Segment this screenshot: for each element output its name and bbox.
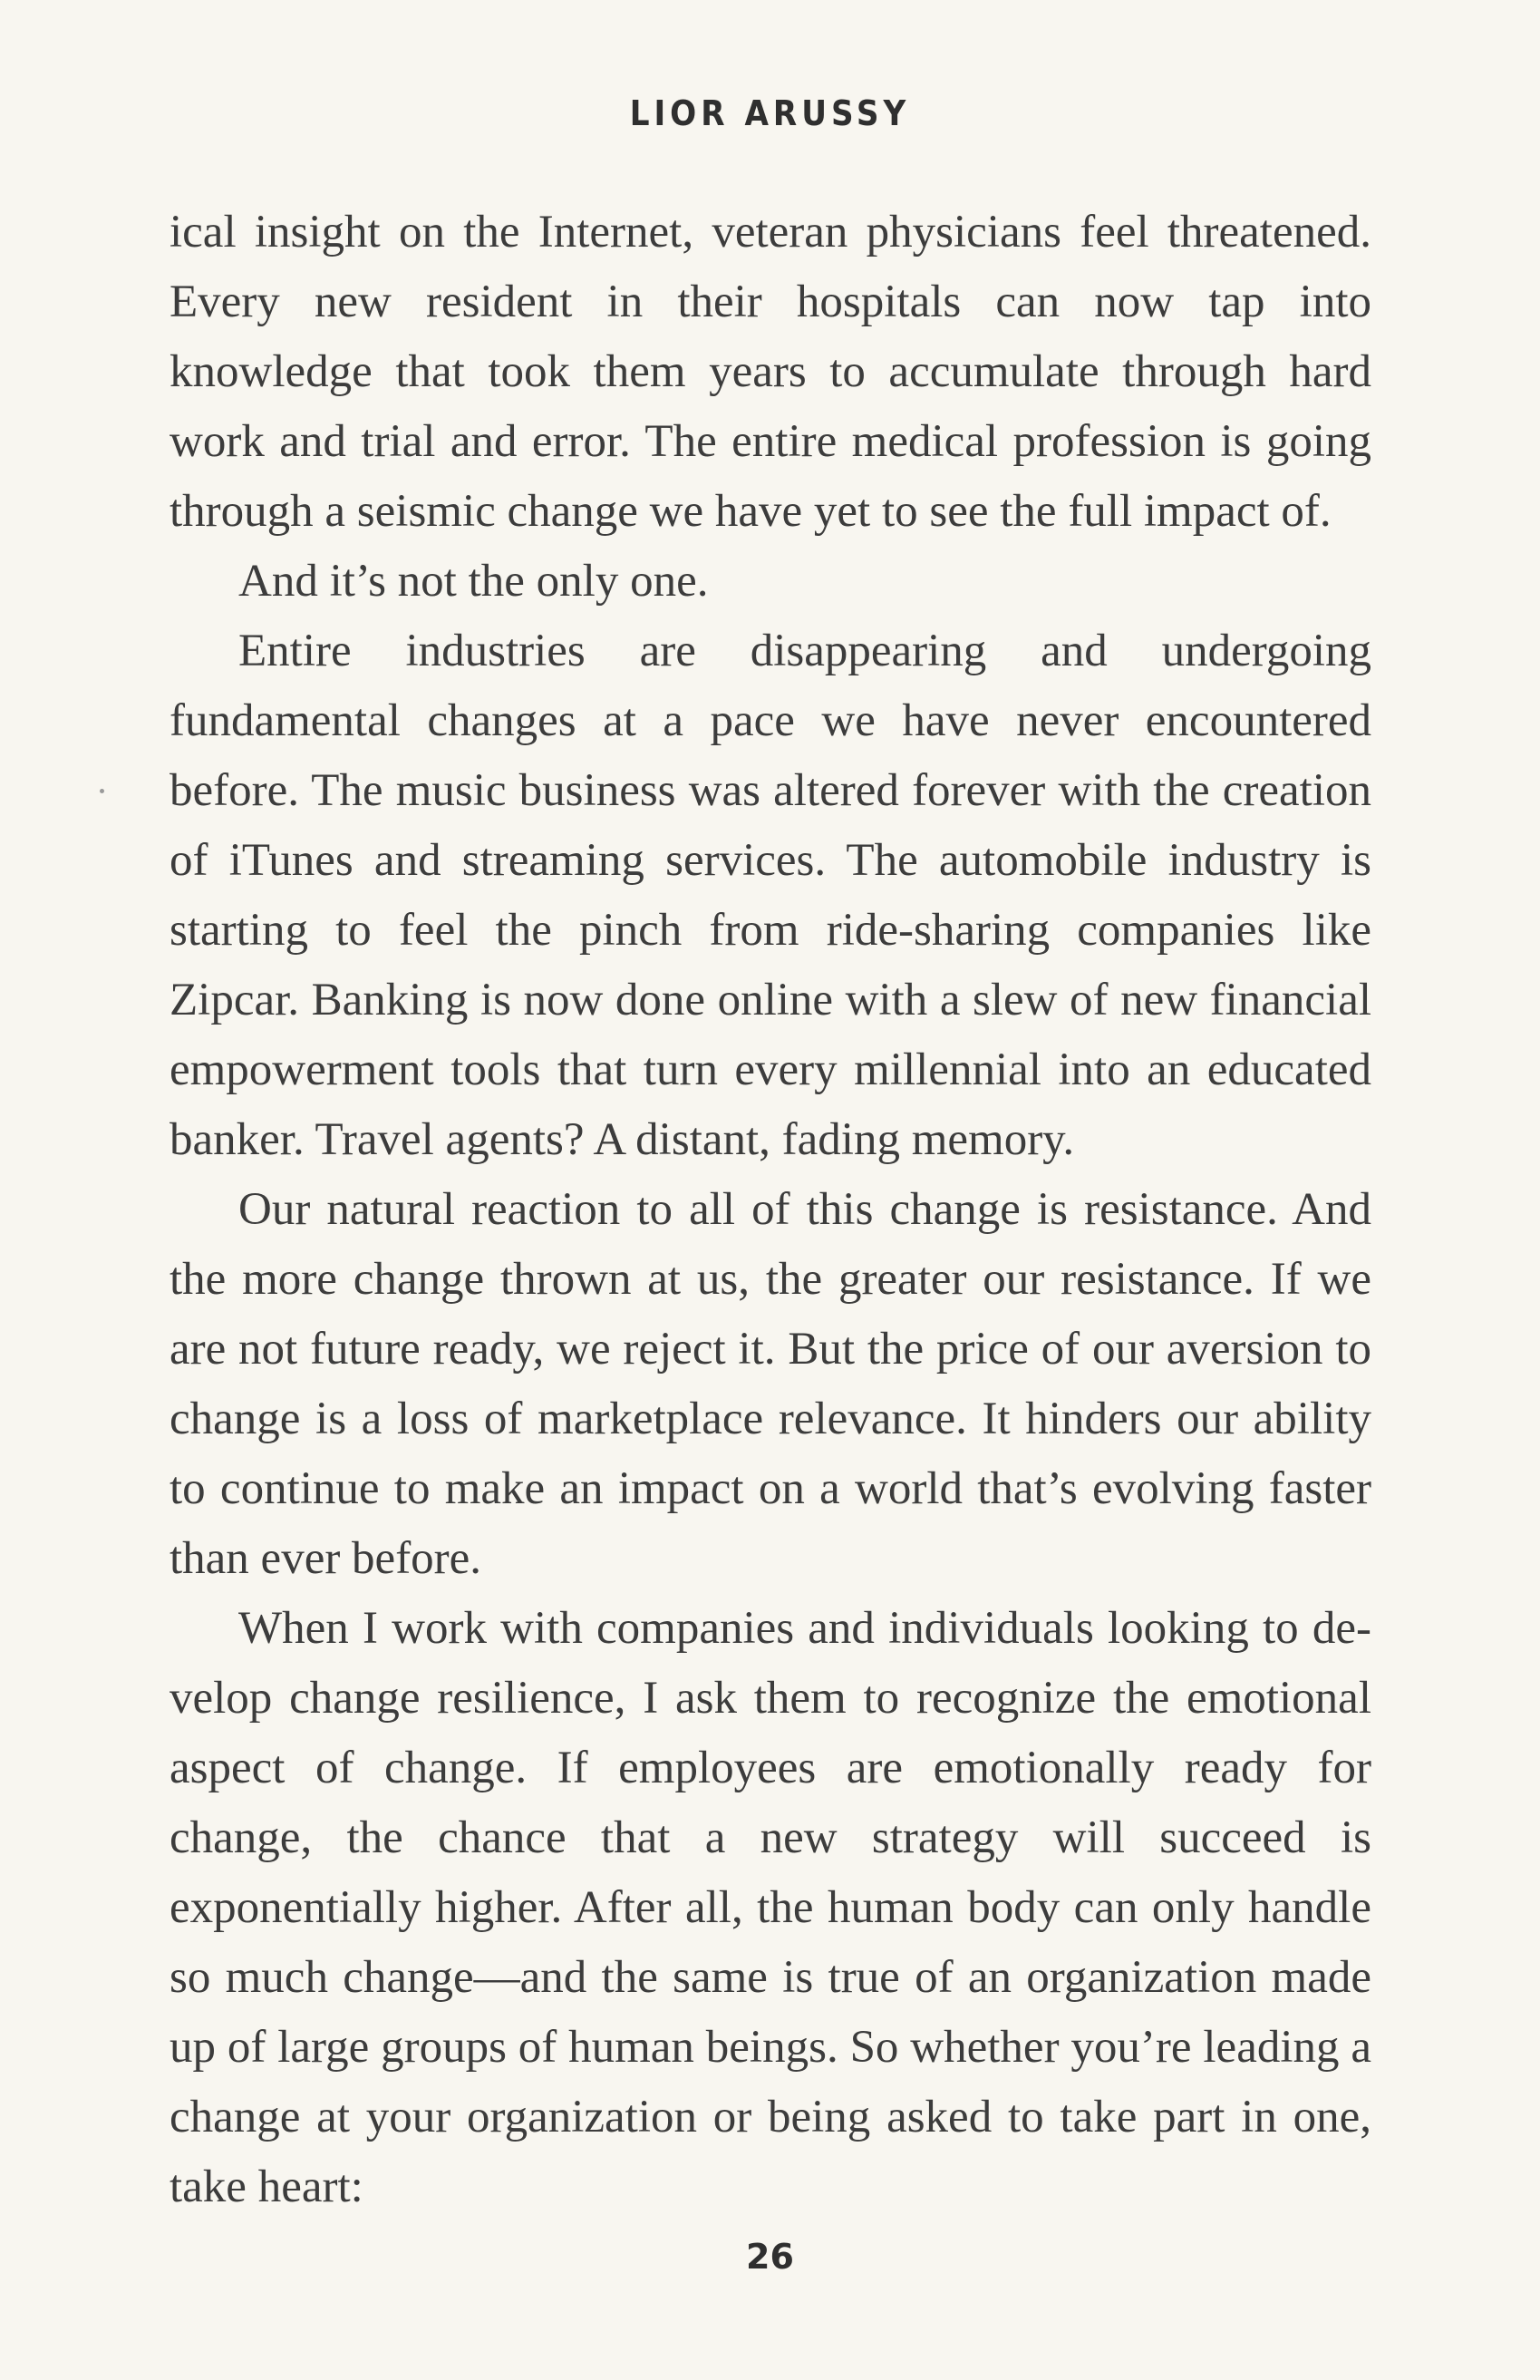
paragraph: Entire industries are disappearing and undergoing fundamental changes at a pace we have never encountered before. The music business was altered forever with the creation of iTunes and streaming services. The automobile industry is starting to feel the pinch from ride-sharing companies like Zipcar. Banking is now done online with a slew of new financial empowerment tools that turn every millennial into an educated banker. Travel agents? A distant, fading memory. — [169, 626, 1371, 1165]
scan-speck — [100, 789, 104, 793]
paragraph: And it’s not the only one. — [238, 556, 709, 607]
paragraph: When I work with companies and individuals looking to develop change resilience, I ask them to recognize the emotional aspect of change. If employees are emotionally ready for change, the chance that a new strategy will succeed is exponentially higher. After all, the human body can only handle so much change—and the same is true of an organization made up of large groups of human beings. So whether you’re leading a change at your organization or being asked to take part in one, take heart: — [169, 1603, 1371, 2212]
paragraph-continued: ical insight on the Internet, veteran physicians feel threatened. Every new resident in their hospitals can now tap into knowledge that took them years to accumulate through hard work and trial and error. The entire medical profession is going through a seismic change we have yet to see the full impact of. — [169, 207, 1371, 537]
running-head: LIOR ARUSSY — [629, 93, 911, 133]
page-number: 26 — [746, 2237, 794, 2277]
body-text — [169, 198, 1371, 2222]
paragraph: Our natural reaction to all of this change is resistance. And the more change thrown at us, the greater our resistance. If we are not future ready, we reject it. But the price of our aversion to change is a loss of marketplace relevance. It hinders our ability to continue to make an impact on a world that’s evolving faster than ever before. — [169, 1184, 1371, 1584]
